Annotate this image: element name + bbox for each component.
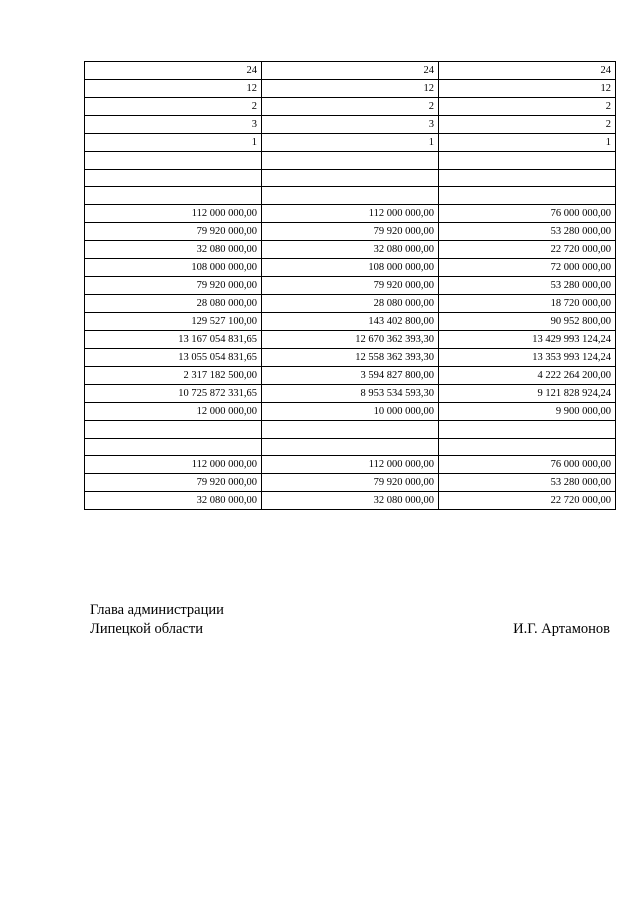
table-cell: 24 [262, 62, 439, 80]
table-cell: 79 920 000,00 [262, 474, 439, 492]
table-cell: 12 [262, 80, 439, 98]
table-row [85, 205, 616, 223]
table-row [85, 62, 616, 80]
table-cell: 22 720 000,00 [439, 492, 616, 510]
table-cell: 4 222 264 200,00 [439, 367, 616, 385]
table-cell: 90 952 800,00 [439, 313, 616, 331]
table-row [85, 169, 616, 187]
table-cell: 79 920 000,00 [85, 223, 262, 241]
table-cell: 2 [439, 116, 616, 134]
table-row [85, 438, 616, 456]
table-row [85, 98, 616, 116]
table-row [85, 349, 616, 367]
table-cell: 53 280 000,00 [439, 223, 616, 241]
table-cell: 32 080 000,00 [262, 241, 439, 259]
table-cell: 12 [439, 80, 616, 98]
table-cell: 13 353 993 124,24 [439, 349, 616, 367]
table-body [85, 62, 616, 510]
table-cell: 24 [85, 62, 262, 80]
table-cell: 1 [85, 134, 262, 152]
table-cell: 53 280 000,00 [439, 277, 616, 295]
table-cell [85, 152, 262, 170]
table-cell: 9 900 000,00 [439, 403, 616, 421]
table-cell: 72 000 000,00 [439, 259, 616, 277]
table-row [85, 187, 616, 205]
table-cell [262, 169, 439, 187]
table-cell [262, 421, 439, 439]
table-cell [439, 152, 616, 170]
table-cell: 143 402 800,00 [262, 313, 439, 331]
table-cell: 112 000 000,00 [85, 456, 262, 474]
table-cell: 112 000 000,00 [262, 205, 439, 223]
table-cell: 1 [439, 134, 616, 152]
table-cell: 12 558 362 393,30 [262, 349, 439, 367]
table-row [85, 492, 616, 510]
table-cell: 32 080 000,00 [85, 492, 262, 510]
table-cell: 112 000 000,00 [262, 456, 439, 474]
table-row [85, 259, 616, 277]
table-row [85, 223, 616, 241]
table-cell: 12 000 000,00 [85, 403, 262, 421]
table-cell [439, 169, 616, 187]
table-cell: 108 000 000,00 [85, 259, 262, 277]
table-cell [262, 187, 439, 205]
table-row [85, 134, 616, 152]
table-cell: 79 920 000,00 [262, 223, 439, 241]
table-cell [85, 421, 262, 439]
table-cell [439, 438, 616, 456]
table-cell [85, 169, 262, 187]
table-cell: 9 121 828 924,24 [439, 385, 616, 403]
table-cell [262, 152, 439, 170]
table-cell: 28 080 000,00 [85, 295, 262, 313]
table-row [85, 403, 616, 421]
table-cell: 53 280 000,00 [439, 474, 616, 492]
table-cell: 79 920 000,00 [262, 277, 439, 295]
table-cell: 2 [85, 98, 262, 116]
table-cell: 2 [262, 98, 439, 116]
table-cell [262, 438, 439, 456]
table-cell: 129 527 100,00 [85, 313, 262, 331]
signature-title-line1: Глава администрации [90, 602, 224, 618]
table-cell: 24 [439, 62, 616, 80]
table-row [85, 116, 616, 134]
table-cell: 8 953 534 593,30 [262, 385, 439, 403]
table-row [85, 456, 616, 474]
table-cell: 10 000 000,00 [262, 403, 439, 421]
table-cell: 79 920 000,00 [85, 474, 262, 492]
table-cell: 32 080 000,00 [85, 241, 262, 259]
signature-block [90, 601, 610, 639]
table-cell: 12 670 362 393,30 [262, 331, 439, 349]
table-cell [439, 187, 616, 205]
table-cell: 1 [262, 134, 439, 152]
table-cell: 13 429 993 124,24 [439, 331, 616, 349]
table-cell: 13 055 054 831,65 [85, 349, 262, 367]
table-cell [85, 438, 262, 456]
table-cell: 76 000 000,00 [439, 456, 616, 474]
table-cell: 10 725 872 331,65 [85, 385, 262, 403]
table-cell: 3 594 827 800,00 [262, 367, 439, 385]
table-row [85, 152, 616, 170]
table-cell: 2 317 182 500,00 [85, 367, 262, 385]
table-cell: 32 080 000,00 [262, 492, 439, 510]
table-cell: 22 720 000,00 [439, 241, 616, 259]
table-row [85, 80, 616, 98]
table-cell: 2 [439, 98, 616, 116]
table-cell: 12 [85, 80, 262, 98]
signature-row [90, 620, 610, 639]
data-table [84, 61, 616, 510]
table-cell: 28 080 000,00 [262, 295, 439, 313]
table-row [85, 421, 616, 439]
table-cell: 3 [262, 116, 439, 134]
signatory-name: И.Г. Артамонов [513, 621, 610, 637]
table-row [85, 385, 616, 403]
table-row [85, 313, 616, 331]
table-cell [85, 187, 262, 205]
table-row [85, 331, 616, 349]
table-row [85, 295, 616, 313]
table-cell: 13 167 054 831,65 [85, 331, 262, 349]
table-cell: 3 [85, 116, 262, 134]
table-row [85, 277, 616, 295]
signature-title-line2: Липецкой области [90, 621, 203, 637]
table-row [85, 367, 616, 385]
table-cell: 112 000 000,00 [85, 205, 262, 223]
table-cell [439, 421, 616, 439]
table-cell: 108 000 000,00 [262, 259, 439, 277]
table-cell: 18 720 000,00 [439, 295, 616, 313]
table-row [85, 474, 616, 492]
table-row [85, 241, 616, 259]
table-cell: 79 920 000,00 [85, 277, 262, 295]
table-cell: 76 000 000,00 [439, 205, 616, 223]
